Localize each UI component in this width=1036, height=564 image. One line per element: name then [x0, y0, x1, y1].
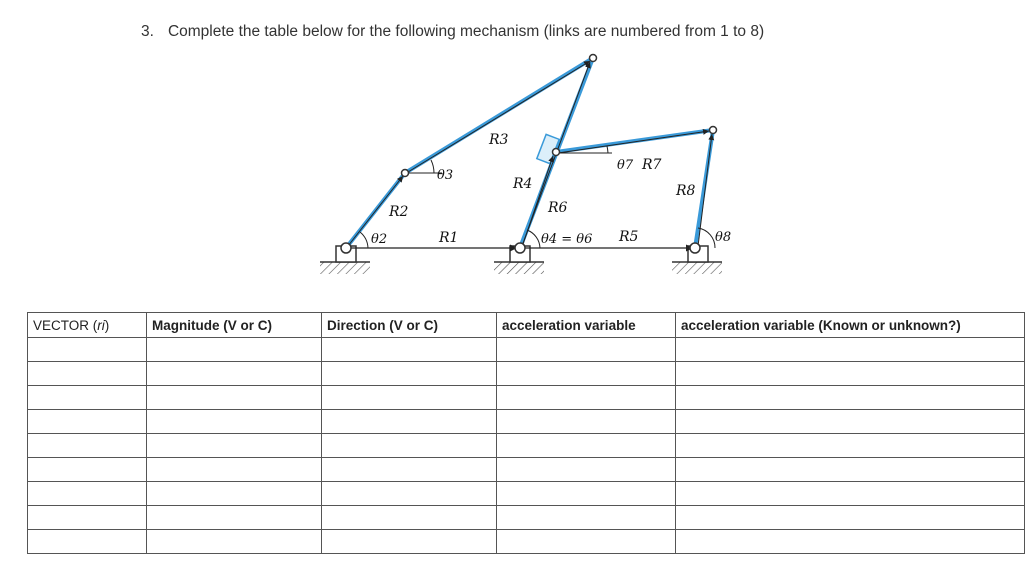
header-direction: Direction (V or C): [322, 313, 497, 338]
link-7: [556, 130, 713, 152]
cell[interactable]: [676, 506, 1025, 530]
label-theta7: θ7: [617, 158, 634, 173]
label-r7: R7: [642, 157, 662, 173]
cell[interactable]: [676, 434, 1025, 458]
cell[interactable]: [147, 530, 322, 554]
joint-c: [553, 149, 560, 156]
answer-table: [27, 312, 1025, 554]
label-r5: R5: [619, 229, 639, 245]
cell[interactable]: [676, 482, 1025, 506]
cell[interactable]: [497, 506, 676, 530]
cell[interactable]: [676, 458, 1025, 482]
label-r4: R4: [513, 176, 533, 192]
table-row: [28, 530, 1025, 554]
label-theta3: θ3: [437, 168, 454, 183]
cell[interactable]: [322, 386, 497, 410]
label-theta8: θ8: [715, 230, 732, 245]
table-row: [28, 338, 1025, 362]
cell[interactable]: [497, 458, 676, 482]
label-r3: R3: [489, 132, 509, 148]
cell[interactable]: [676, 338, 1025, 362]
label-r2: R2: [389, 204, 409, 220]
cell[interactable]: [322, 434, 497, 458]
joint-o2: [341, 243, 351, 253]
cell[interactable]: [147, 410, 322, 434]
cell[interactable]: [147, 458, 322, 482]
cell[interactable]: [322, 362, 497, 386]
label-theta2: θ2: [371, 232, 388, 247]
cell[interactable]: [147, 506, 322, 530]
joint-d: [710, 127, 717, 134]
theta2-arc: [360, 232, 368, 248]
label-r1: R1: [439, 230, 459, 246]
cell[interactable]: [28, 530, 147, 554]
cell[interactable]: [322, 482, 497, 506]
joint-b: [590, 55, 597, 62]
table-row: [28, 506, 1025, 530]
cell[interactable]: [676, 530, 1025, 554]
cell[interactable]: [322, 338, 497, 362]
theta8-arc: [698, 228, 715, 248]
cell[interactable]: [28, 362, 147, 386]
vector-r7: [558, 131, 709, 153]
vector-r8: [698, 134, 712, 246]
joint-o4: [515, 243, 525, 253]
cell[interactable]: [497, 530, 676, 554]
cell[interactable]: [497, 434, 676, 458]
cell[interactable]: [497, 386, 676, 410]
label-r8: R8: [676, 183, 696, 199]
cell[interactable]: [322, 506, 497, 530]
cell[interactable]: [147, 338, 322, 362]
header-vector: VECTOR (ri): [28, 313, 147, 338]
cell[interactable]: [322, 530, 497, 554]
cell[interactable]: [497, 482, 676, 506]
cell[interactable]: [28, 434, 147, 458]
table-row: [28, 434, 1025, 458]
cell[interactable]: [28, 482, 147, 506]
table-row: [28, 458, 1025, 482]
table-row: [28, 482, 1025, 506]
table-row: [28, 410, 1025, 434]
label-theta46: θ4 = θ6: [541, 232, 593, 247]
cell[interactable]: [497, 362, 676, 386]
question-body: Complete the table below for the following mechanism (links are numbered from 1 to 8): [167, 23, 765, 40]
joint-o8: [690, 243, 700, 253]
link-3: [405, 58, 593, 173]
question-number: 3.: [141, 23, 154, 40]
vector-r3: [408, 61, 590, 172]
header-accel-known: acceleration variable (Known or unknown?): [676, 313, 1025, 338]
table-header-row: [28, 313, 1025, 338]
cell[interactable]: [28, 386, 147, 410]
theta3-arc: [431, 160, 434, 173]
cell[interactable]: [676, 386, 1025, 410]
cell[interactable]: [322, 458, 497, 482]
cell[interactable]: [28, 506, 147, 530]
cell[interactable]: [676, 410, 1025, 434]
cell[interactable]: [322, 410, 497, 434]
cell[interactable]: [497, 410, 676, 434]
header-magnitude: Magnitude (V or C): [147, 313, 322, 338]
theta7-arc: [607, 146, 608, 153]
cell[interactable]: [147, 434, 322, 458]
cell[interactable]: [147, 386, 322, 410]
cell[interactable]: [28, 338, 147, 362]
table-row: [28, 362, 1025, 386]
cell[interactable]: [28, 410, 147, 434]
joint-a: [402, 170, 409, 177]
header-accel-variable: acceleration variable: [497, 313, 676, 338]
cell[interactable]: [676, 362, 1025, 386]
cell[interactable]: [28, 458, 147, 482]
label-r6: R6: [548, 200, 568, 216]
cell[interactable]: [147, 482, 322, 506]
cell[interactable]: [497, 338, 676, 362]
table-row: [28, 386, 1025, 410]
cell[interactable]: [147, 362, 322, 386]
